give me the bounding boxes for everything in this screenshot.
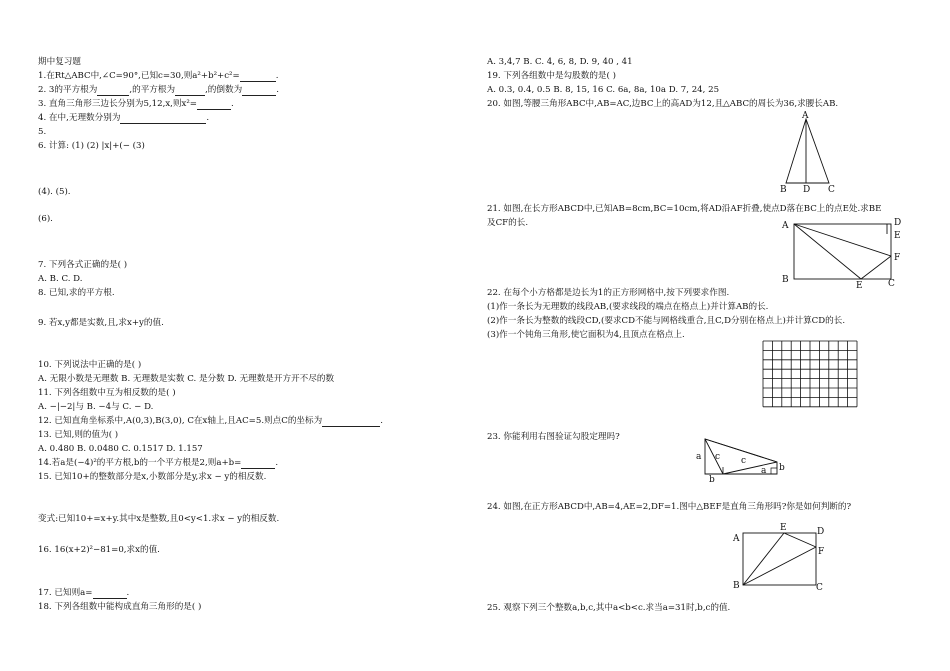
answer-blank[interactable] — [93, 589, 127, 599]
answer-blank[interactable] — [197, 100, 231, 110]
answer-blank[interactable] — [240, 72, 276, 82]
label-c: C — [816, 583, 823, 593]
label-e-top: E — [894, 231, 901, 241]
question-6-part-2: (4). (5). — [38, 187, 71, 197]
question-5: 5. — [38, 127, 47, 137]
label-a: A — [782, 221, 789, 231]
label-a: a — [696, 452, 702, 462]
question-13: 13. 已知,则的值为( ) — [38, 430, 119, 440]
answer-blank[interactable] — [242, 86, 276, 96]
figure-pythagoras-trapezoid — [695, 432, 790, 485]
question-11-options: A. −|−2|与 B. −4与 C. − D. — [38, 402, 154, 412]
answer-blank[interactable] — [241, 459, 275, 469]
question-7: 7. 下列各式正确的是( ) — [38, 260, 128, 270]
answer-blank[interactable] — [175, 86, 205, 96]
question-22: 22. 在每个小方格都是边长为1的正方形网格中,按下列要求作图. — [487, 288, 730, 298]
question-10: 10. 下列说法中正确的是( ) — [38, 360, 142, 370]
segment-ef — [784, 533, 816, 547]
question-2: 2. 3的平方根为 ,的平方根为 ,的倒数为 . — [38, 85, 279, 95]
label-a2: a — [761, 466, 767, 476]
segment-ae — [794, 224, 861, 279]
hyp-c2 — [723, 462, 777, 474]
label-c: C — [828, 185, 835, 195]
question-10-options: A. 无限小数是无理数 B. 无理数是实数 C. 是分数 D. 无理数是开方开不尽的数 — [38, 374, 335, 384]
segment-be — [743, 533, 784, 585]
figure-isosceles-triangle — [770, 110, 845, 194]
question-3: 3. 直角三角形三边长分别为5,12,x,则x²= . — [38, 99, 234, 109]
question-15-variant: 变式:已知10+=x+y.其中x是整数,且0<y<1.求x − y的相反数. — [38, 514, 280, 524]
question-8: 8. 已知,求的平方根. — [38, 288, 115, 298]
question-18-options: A. 3,4,7 B. C. 4, 6, 8, D. 9, 40 , 41 — [487, 57, 633, 67]
question-24: 24. 如图,在正方形ABCD中,AB=4,AE=2,DF=1.图中△BEF是直角三角形吗?你是如何判断的? — [487, 502, 852, 512]
question-6-part-3: (6). — [38, 214, 53, 224]
square-abcd — [743, 533, 816, 585]
label-d: D — [803, 185, 811, 195]
segment-bf — [743, 547, 816, 585]
segment-ef — [861, 256, 891, 279]
question-12: 12. 已知直角坐标系中,A(0,3),B(3,0), C在x轴上,且AC=5.则点C的坐标为 . — [38, 416, 383, 426]
label-b: b — [709, 475, 715, 485]
answer-blank[interactable] — [97, 86, 129, 96]
question-14: 14.若a是(−4)²的平方根,b的一个平方根是2,则a+b= . — [38, 458, 279, 468]
question-15: 15. 已知10+的整数部分是x,小数部分是y,求x − y的相反数. — [38, 472, 267, 482]
label-c2: c — [741, 456, 747, 466]
figure-square-bef — [733, 521, 828, 591]
label-d: D — [894, 218, 902, 228]
label-e: E — [780, 523, 787, 533]
label-e: E — [856, 281, 863, 291]
question-4: 4. 在中,无理数分别为 . — [38, 113, 210, 123]
question-23: 23. 你能利用右图验证勾股定理吗? — [487, 432, 620, 442]
question-13-options: A. 0.480 B. 0.0480 C. 0.1517 D. 1.157 — [38, 444, 203, 454]
label-a: A — [802, 111, 809, 121]
triangle-abc — [786, 119, 829, 183]
question-25: 25. 观察下列三个整数a,b,c,其中a<b<c.求当a=31时,b,c的值. — [487, 603, 731, 613]
label-c: c — [715, 452, 721, 462]
unit-square-grid — [762, 335, 858, 413]
label-f: F — [894, 253, 901, 263]
fold-line-af — [794, 224, 891, 256]
question-17: 17. 已知则a= . — [38, 588, 130, 598]
label-c: C — [888, 279, 895, 289]
label-b: B — [782, 275, 789, 285]
label-f: F — [818, 547, 825, 557]
figure-folded-rectangle — [770, 214, 910, 291]
question-16: 16. 16(x+2)²−81=0,求x的值. — [38, 545, 160, 555]
question-9: 9. 若x,y都是实数,且,求x+y的值. — [38, 318, 164, 328]
right-angle-mark — [771, 468, 777, 474]
answer-blank[interactable] — [322, 417, 380, 427]
question-22-part-3: (3)作一个钝角三角形,使它面积为4,且顶点在格点上. — [487, 330, 685, 340]
question-21: 21. 如图,在长方形ABCD中,已知AB=8cm,BC=10cm,将AD沿AF折叠,使点D落在BC上的点E处.求BE — [487, 204, 882, 214]
question-21-cont: 及CF的长. — [487, 218, 529, 228]
question-22-part-1: (1)作一条长为无理数的线段AB,(要求线段的端点在格点上)并计算AB的长. — [487, 302, 769, 312]
question-7-options: A. B. C. D. — [38, 274, 83, 284]
question-22-part-2: (2)作一条长为整数的线段CD,(要求CD不能与网格线重合,且C,D分别在格点上)并计算CD的长. — [487, 316, 846, 326]
question-20: 20. 如图,等腰三角形ABC中,AB=AC,边BC上的高AD为12,且△ABC的周长为36,求腰长AB. — [487, 99, 839, 109]
label-b2: b — [779, 463, 785, 473]
question-6: 6. 计算: (1) (2) |x|+(− (3) — [38, 141, 145, 151]
question-11: 11. 下列各组数中互为相反数的是( ) — [38, 388, 176, 398]
question-1: 1.在Rt△ABC中,∠C=90°,已知c=30,则a²+b²+c²= . — [38, 71, 279, 81]
label-a: A — [733, 534, 740, 544]
question-19-options: A. 0.3, 0.4, 0.5 B. 8, 15, 16 C. 6a, 8a, 10a D. 7, 24, 25 — [487, 85, 720, 95]
page-title: 期中复习题 — [38, 57, 81, 67]
answer-blank[interactable] — [120, 114, 206, 124]
question-19: 19. 下列各组数中是勾股数的是( ) — [487, 71, 616, 81]
label-b: B — [733, 581, 740, 591]
label-d: D — [817, 527, 825, 537]
question-18: 18. 下列各组数中能构成直角三角形的是( ) — [38, 602, 202, 612]
label-b: B — [780, 185, 787, 195]
